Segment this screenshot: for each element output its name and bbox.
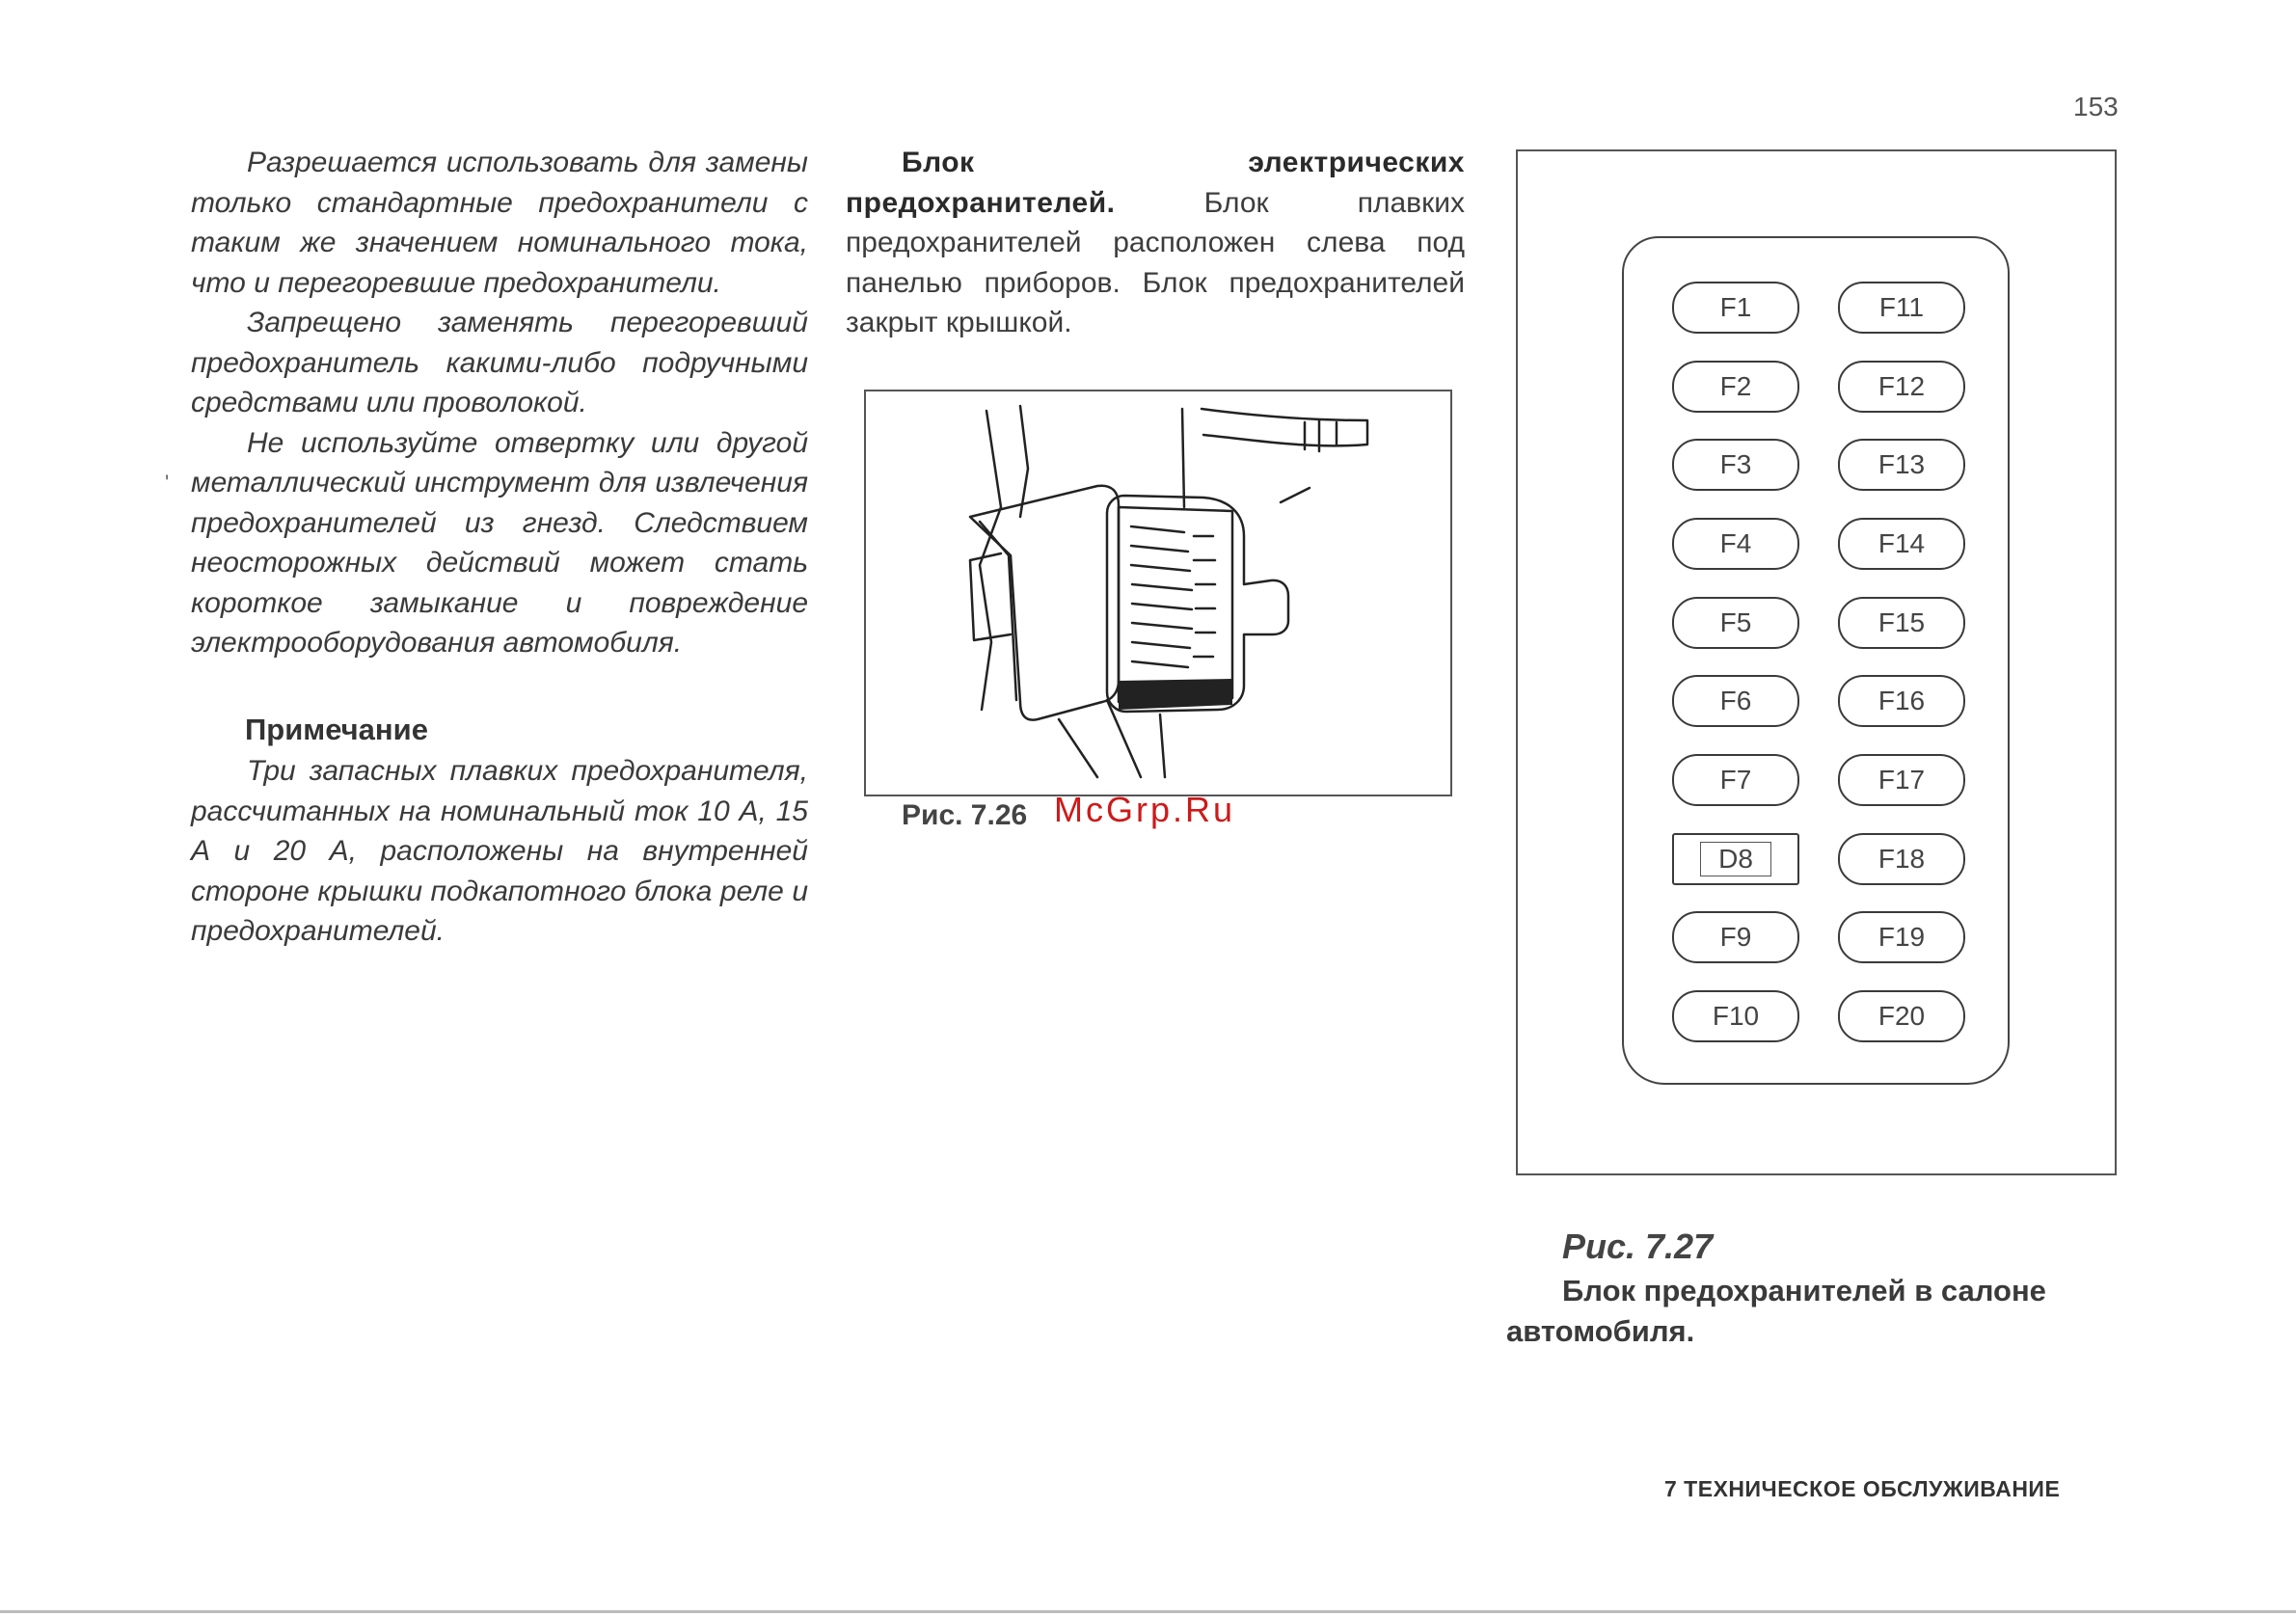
warning-paragraph-2: Запрещено заменять перегоревший предохранитель какими-либо подручными средствами или проволокой. [191,307,808,418]
fuse-f9 [1672,911,1799,963]
note-text: Три запасных плавких предохранителя, рассчитанных на номинальный ток 10 А, 15 А и 20 А, расположены на внутренней стороне крышки подкапотного блока реле и предохранителей. [191,755,808,947]
fuse-f15 [1838,597,1965,649]
fuse-f11 [1838,282,1965,334]
fuse-f5 [1672,597,1799,649]
fuse-label: F6 [1719,686,1752,715]
fuse-box-cover-drawing [866,391,1450,795]
left-column [191,143,808,952]
fuse-f16 [1838,675,1965,727]
figure-7-27-fuse-diagram [1516,149,2117,1175]
figure-7-26-caption: Рис. 7.26 [902,799,1028,831]
fuse-f12 [1838,361,1965,413]
section-lead: Блок электрических предохранителей. [846,147,1465,219]
fuse-f3 [1672,439,1799,491]
figure-7-27-caption-text: Блок предохранителей в салоне автомобиля. [1506,1274,2046,1348]
fuse-label: F1 [1719,292,1752,322]
fuse-label: F20 [1877,1001,1926,1031]
fuse-label: F12 [1877,371,1926,401]
fuse-label: F9 [1719,922,1752,952]
fuse-label: F4 [1719,528,1752,558]
margin-tick-mark: ' [165,471,170,495]
fuse-label: F7 [1719,765,1752,795]
fuse-f20 [1838,990,1965,1042]
fuse-f13 [1838,439,1965,491]
fuse-block-paragraph [846,143,1465,343]
fuse-label: F10 [1712,1001,1760,1031]
fuse-f10 [1672,990,1799,1042]
fuse-f7 [1672,754,1799,806]
fuse-label: F16 [1877,686,1926,715]
figure-7-26-illustration [864,390,1452,796]
fuse-label: F3 [1719,449,1752,479]
fuse-f6 [1672,675,1799,727]
fuse-label: F13 [1877,449,1926,479]
fuse-label: F19 [1877,922,1926,952]
fuse-label: F5 [1719,607,1752,637]
footer-section-title: 7 ТЕХНИЧЕСКОЕ ОБСЛУЖИВАНИЕ [1664,1476,2061,1501]
figure-7-27-caption-title: Рис. 7.27 [1562,1226,1714,1266]
fuse-label: F11 [1878,292,1925,322]
fuse-f18 [1838,833,1965,885]
fuse-f17 [1838,754,1965,806]
fuse-f4 [1672,518,1799,570]
fuse-d8 [1672,833,1799,885]
page-bottom-rule [0,1610,2296,1613]
fuse-f19 [1838,911,1965,963]
watermark: McGrp.Ru [1054,790,1236,829]
fuse-label: F18 [1877,844,1926,874]
note-heading: Примечание [245,712,428,746]
fuse-label: F15 [1877,607,1926,637]
fuse-f2 [1672,361,1799,413]
fuse-label: F17 [1877,765,1926,795]
warning-paragraph-1: Разрешается использовать для замены только стандартные предохранители с таким же значением номинального тока, что и перегоревшие предохранители. [191,147,808,299]
fuse-label: F2 [1719,371,1752,401]
middle-column [846,143,1465,343]
warning-paragraph-3: Не используйте отвертку или другой металлический инструмент для извлечения предохранителей из гнезд. Следствием неосторожных действий может стать короткое замыкание и повреждение электрооборудования автомобиля. [191,426,808,659]
fuse-label: D8 [1700,842,1771,876]
fuse-f1 [1672,282,1799,334]
section-text: Блок плавких предохранителей расположен слева под панелью приборов. Блок предохранителей закрыт крышкой. [846,186,1465,338]
fuse-label: F14 [1877,528,1926,558]
page-number: 153 [2073,92,2119,121]
fuse-f14 [1838,518,1965,570]
